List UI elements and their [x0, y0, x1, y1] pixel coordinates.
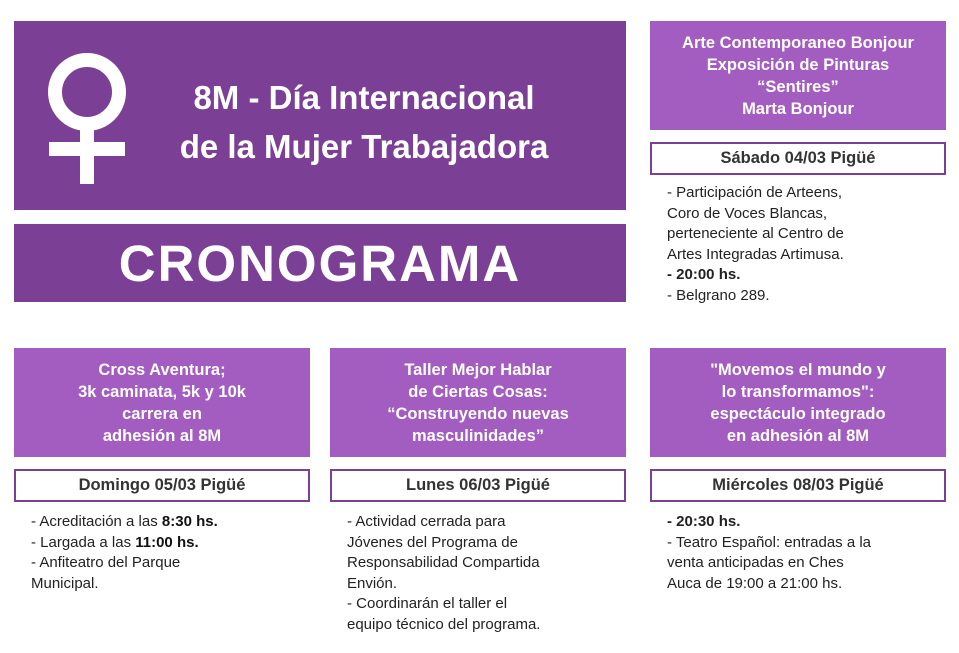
event-date-art: Sábado 04/03 Pigüé — [650, 142, 946, 175]
title-line: Marta Bonjour — [742, 99, 854, 118]
event-title-art — [650, 21, 946, 130]
event-title-taller — [330, 348, 626, 457]
detail-line: Artes Integradas Artimusa. — [667, 245, 844, 263]
title-line: adhesión al 8M — [102, 426, 222, 445]
detail-line: venta anticipadas en Ches — [667, 554, 844, 571]
cronograma-banner: CRONOGRAMA — [14, 224, 626, 302]
detail-line: equipo técnico del programa. — [347, 615, 541, 633]
event-details-taller — [347, 512, 627, 635]
detail-line: Coro de Voces Blancas, — [667, 204, 828, 222]
title-line: Taller Mejor Hablar — [404, 360, 552, 379]
event-details-art — [667, 183, 947, 306]
detail-line — [31, 533, 311, 554]
event-details-cross — [31, 512, 311, 594]
detail-line: - Coordinarán el taller el — [347, 595, 508, 612]
venus-symbol-icon — [44, 50, 130, 184]
detail-time: - 20:30 hs. — [667, 513, 741, 530]
event-date-taller: Lunes 06/03 Pigüé — [330, 469, 626, 502]
detail-line: Auca de 19:00 a 21:00 hs. — [667, 574, 843, 592]
event-details-movemos — [667, 512, 947, 594]
detail-time: - 20:00 hs. — [667, 266, 741, 283]
title-line: Exposición de Pinturas — [706, 55, 890, 74]
detail-line: Responsabilidad Compartida — [347, 554, 540, 571]
title-line: lo transformamos": — [721, 382, 875, 401]
detail-line: Municipal. — [31, 574, 99, 592]
detail-text: - Acreditación a las — [31, 513, 162, 530]
detail-time: 11:00 hs. — [135, 533, 199, 551]
detail-line — [31, 512, 311, 533]
event-title-movemos — [650, 348, 946, 457]
title-line-2: de la Mujer Trabajadora — [179, 128, 549, 165]
detail-line: - Actividad cerrada para — [347, 513, 506, 530]
header-banner — [14, 21, 626, 210]
event-date-movemos: Miércoles 08/03 Pigüé — [650, 469, 946, 502]
title-line: espectáculo integrado — [710, 404, 886, 423]
detail-time: 8:30 hs. — [161, 513, 218, 530]
title-line: "Movemos el mundo y — [710, 360, 886, 379]
title-line: masculinidades” — [411, 426, 545, 445]
title-line: Arte Contemporaneo Bonjour — [682, 33, 914, 52]
title-line: carrera en — [122, 404, 202, 423]
detail-line: Jóvenes del Programa de — [347, 533, 518, 551]
detail-line: - Belgrano 289. — [667, 286, 770, 304]
title-line: 3k caminata, 5k y 10k — [78, 382, 246, 401]
detail-line: - Anfiteatro del Parque — [31, 554, 181, 571]
detail-line: Envión. — [347, 574, 398, 592]
title-line-1: 8M - Día Internacional — [193, 79, 535, 116]
title-line: “Sentires” — [757, 77, 839, 96]
detail-line: - Participación de Arteens, — [667, 184, 843, 201]
title-line: de Ciertas Cosas: — [408, 382, 548, 401]
detail-text: - Largada a las — [31, 533, 136, 551]
page-title — [139, 73, 589, 171]
title-line: en adhesión al 8M — [726, 426, 870, 445]
detail-line: - Teatro Español: entradas a la — [667, 533, 872, 551]
event-title-cross — [14, 348, 310, 457]
title-line: “Construyendo nuevas — [387, 404, 569, 423]
title-line: Cross Aventura; — [98, 360, 226, 379]
detail-line: perteneciente al Centro de — [667, 225, 844, 242]
event-date-cross: Domingo 05/03 Pigüé — [14, 469, 310, 502]
